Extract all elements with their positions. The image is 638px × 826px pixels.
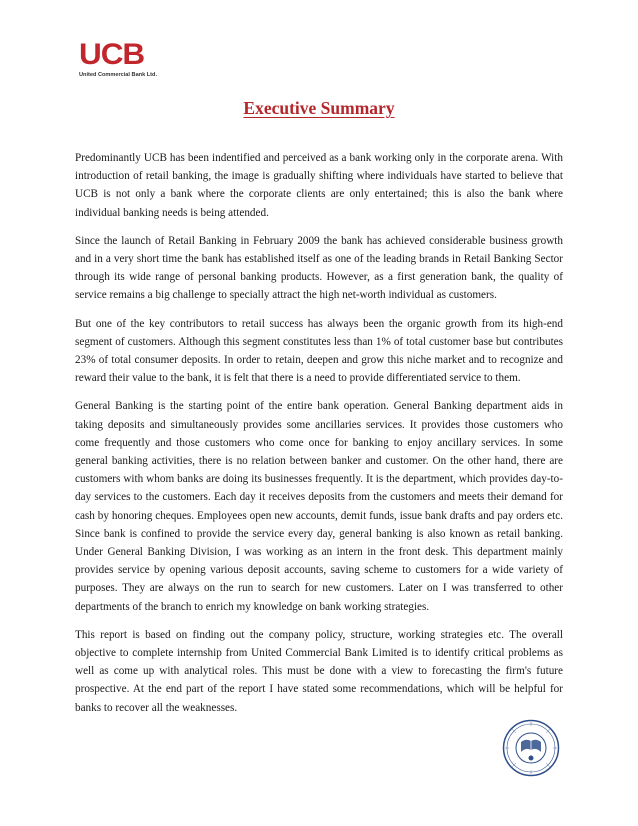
paragraph: General Banking is the starting point of the entire bank operation. General Banking department aids in taking deposits and simultaneously provides some ancillaries services. It provides those customers who come frequently and those customers who come once for banking to enjoy ancillary services. In some general banking activities, there is no relation between banker and customer. On the other hand, there are customers with whom banks are doing its businesses frequently. It is the department, which provides day-to-day services to the customers. Each day it receives deposits from the customers and meets their demand for cash by honoring cheques. Employees open new accounts, demit funds, issue bank drafts and pay orders etc. Since bank is confined to provide the service every day, general banking is also known as retail banking. Under General Banking Division, I was working as an intern in the front desk. This department mainly provides service by opening various deposit accounts, saving scheme to customers for a wide variety of purposes. They are always on the run to search for new customers. Later on I was transferred to other departments of the branch to enrich my knowledge on bank working strategies. (75, 400, 563, 613)
logo-subtitle: United Commercial Bank Ltd. (79, 72, 158, 78)
page-title: Executive Summary (243, 98, 395, 118)
paragraph: Since the launch of Retail Banking in February 2009 the bank has achieved considerable business growth and in a very short time the bank has established itself as one of the leading brands in Retail Banking Sector through its wide range of personal banking products. However, as a first generation bank, the quality of service remains a big challenge to specially attract the high net-worth individual as customers. (75, 234, 563, 302)
logo-text: UCB (79, 38, 145, 71)
ucb-logo (79, 40, 189, 82)
university-seal-icon (502, 719, 560, 777)
paragraph: But one of the key contributors to retail success has always been the organic growth from its high-end segment of customers. Although this segment constitutes less than 1% of total customer base but contributes 23% of total consumer deposits. In order to retain, deepen and grow this niche market and to recognize and reward their value to the bank, it is felt that there is a need to provide differentiated service to them. (75, 317, 563, 385)
paragraph: Predominantly UCB has been indentified and perceived as a bank working only in the corporate arena. With introduction of retail banking, the image is gradually shifting where individuals have started to believe that UCB is not only a bank where the corporate clients are only entertained; this is also the bank where individual banking needs is being attended. (75, 152, 563, 219)
summary-body (75, 149, 563, 727)
paragraph: This report is based on finding out the company policy, structure, working strategies etc. The overall objective to complete internship from United Commercial Bank Limited is to identify critical problems as well as come up with analytical roles. This must be done with a view to forecasting the firm's future prospective. At the end part of the report I have stated some recommendations, which will be helpful for banks to recover all the weaknesses. (75, 628, 563, 714)
